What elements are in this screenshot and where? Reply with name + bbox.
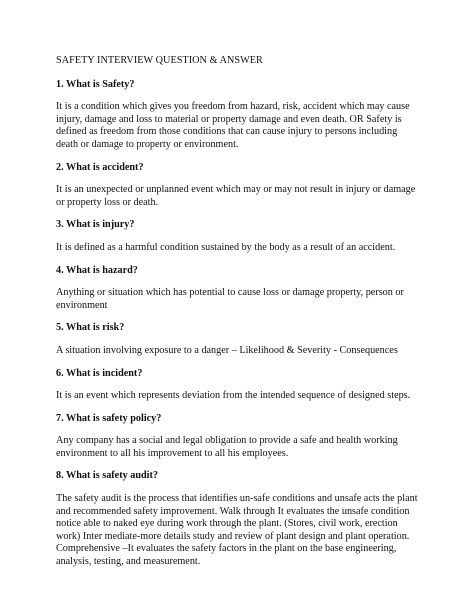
qa-item-injury (56, 219, 418, 254)
question-heading: 6. What is incident? (56, 367, 143, 379)
answer-paragraph: Any company has a social and legal obligation to provide a safe and health working environment to all his improvement to all his employees. (56, 435, 398, 459)
question-heading: 3. What is injury? (56, 219, 135, 231)
question-heading: 7. What is safety policy? (56, 412, 162, 424)
question-heading: 4. What is hazard? (56, 264, 138, 276)
document-title: SAFETY INTERVIEW QUESTION & ANSWER (56, 55, 263, 66)
question-heading: 1. What is Safety? (56, 78, 135, 90)
answer-paragraph: A situation involving exposure to a danger – Likelihood & Severity - Consequences (56, 344, 398, 356)
answer-paragraph: Anything or situation which has potential to cause loss or damage property, person or environment (56, 287, 404, 311)
qa-item-hazard (56, 265, 418, 313)
question-heading: 8. What is safety audit? (56, 470, 158, 482)
qa-item-safety-audit (56, 470, 418, 568)
answer-paragraph: It is a condition which gives you freedom from hazard, risk, accident which may cause injury, damage and loss to material or property damage and even death. OR Safety is defined as freedom from those conditions that can cause injury to persons including death or damage to property or environment. (56, 101, 410, 150)
qa-item-incident (56, 368, 418, 403)
qa-item-risk (56, 322, 418, 357)
answer-paragraph: It is an event which represents deviation from the intended sequence of designed steps. (56, 390, 411, 402)
answer-paragraph: It is an unexpected or unplanned event which may or may not result in injury or damage or property loss or death. (56, 184, 416, 208)
qa-item-accident (56, 162, 418, 210)
question-heading: 5. What is risk? (56, 322, 125, 334)
qa-item-safety (56, 79, 418, 152)
answer-paragraph: The safety audit is the process that identifies un-safe conditions and unsafe acts the plant and recommended safety improvement. Walk through It evaluates the unsafe condition notice able to naked eye during work through the plant. (Stores, civil work, erection work) Inter mediate-more details study and review of plant design and plant operation. Comprehensive –It evaluates the safety factors in the plant on the base engineering, analysis, testing, and measurement. (56, 493, 418, 568)
qa-item-safety-policy (56, 413, 418, 461)
question-heading: 2. What is accident? (56, 161, 144, 173)
answer-paragraph: It is defined as a harmful condition sustained by the body as a result of an accident. (56, 241, 396, 253)
